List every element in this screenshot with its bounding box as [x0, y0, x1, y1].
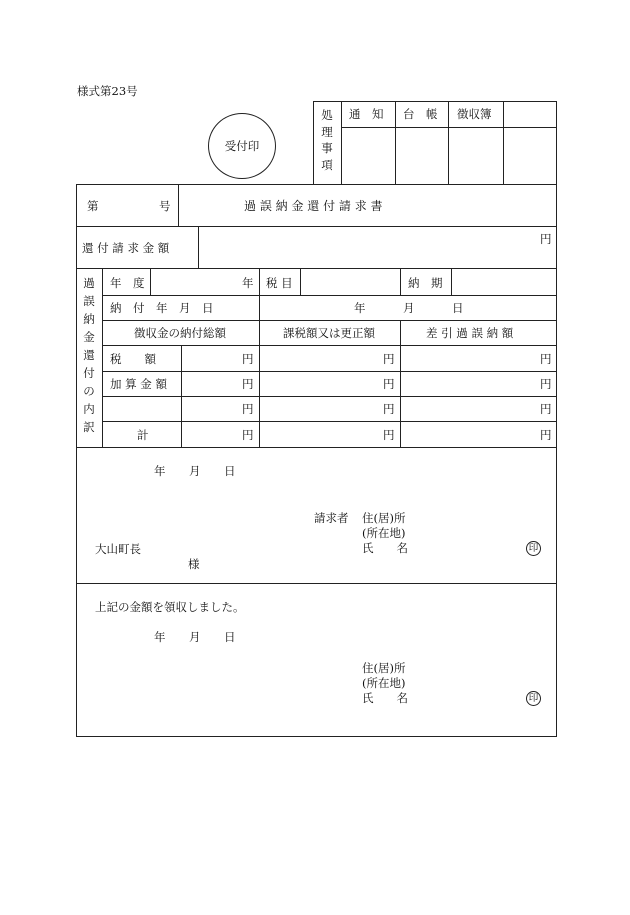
- payment-date-label: 納 付 年 月 日: [110, 301, 214, 315]
- payment-date-day: 日: [452, 301, 464, 315]
- header-assessed: 課税額又は更正額: [283, 326, 375, 340]
- header-overpaid: 差 引 過 誤 納 額: [426, 326, 514, 340]
- fiscal-year-label: 年 度: [110, 276, 145, 290]
- row-additional-cell-1: 円: [242, 377, 254, 391]
- request-date-year: 年: [154, 464, 166, 478]
- fiscal-year-unit: 年: [242, 276, 254, 290]
- request-date-month: 月: [189, 464, 201, 478]
- receipt-date-year: 年: [154, 630, 166, 644]
- row-blank-cell-2: 円: [383, 402, 395, 416]
- requester-address-label: 住(居)所: [362, 511, 406, 525]
- refund-amount-label: 還 付 請 求 金 額: [82, 241, 170, 255]
- honorific: 様: [188, 557, 200, 571]
- requester-name-label: 氏 名: [362, 541, 408, 555]
- number-suffix: 号: [159, 199, 171, 213]
- payment-date-year: 年: [354, 301, 366, 315]
- receipt-address-label: 住(居)所: [362, 661, 406, 675]
- processing-col-ledger: 台 帳: [403, 107, 438, 121]
- receipt-date-day: 日: [224, 630, 236, 644]
- row-tax-cell-3: 円: [540, 352, 552, 366]
- form-number: 様式第23号: [77, 84, 138, 98]
- header-total-paid: 徴収金の納付総額: [134, 326, 226, 340]
- breakdown-side-label: 過 誤 納 金 還 付 の 内 訳: [83, 276, 95, 434]
- row-blank-cell-3: 円: [540, 402, 552, 416]
- requester-seal-icon: 印: [526, 541, 541, 556]
- number-prefix: 第: [87, 199, 99, 213]
- receipt-statement: 上記の金額を領収しました。: [95, 600, 245, 614]
- payment-date-month: 月: [403, 301, 415, 315]
- row-additional-cell-3: 円: [540, 377, 552, 391]
- row-tax-label: 税 額: [110, 352, 156, 366]
- row-blank-cell-1: 円: [242, 402, 254, 416]
- due-period-label: 納 期: [408, 276, 443, 290]
- row-total-cell-2: 円: [383, 428, 395, 442]
- requester-location-label: (所在地): [362, 526, 406, 540]
- receipt-location-label: (所在地): [362, 676, 406, 690]
- requester-label: 請求者: [314, 511, 349, 525]
- row-total-label: 計: [137, 428, 149, 442]
- row-total-cell-1: 円: [242, 428, 254, 442]
- processing-header-label: 処 理 事 項: [321, 108, 333, 172]
- form-title: 過 誤 納 金 還 付 請 求 書: [244, 199, 383, 213]
- receipt-name-label: 氏 名: [362, 691, 408, 705]
- refund-amount-unit: 円: [540, 232, 552, 246]
- processing-col-notice: 通 知: [349, 107, 384, 121]
- tax-item-label: 税 目: [266, 276, 293, 290]
- addressee: 大山町長: [95, 542, 141, 556]
- row-additional-label: 加 算 金 額: [110, 377, 167, 391]
- processing-col-collection-book: 徴収簿: [457, 107, 492, 121]
- reception-stamp-label: 受付印: [224, 139, 260, 153]
- row-total-cell-3: 円: [540, 428, 552, 442]
- row-tax-cell-1: 円: [242, 352, 254, 366]
- receipt-seal-icon: 印: [526, 691, 541, 706]
- request-date-day: 日: [224, 464, 236, 478]
- row-tax-cell-2: 円: [383, 352, 395, 366]
- reception-stamp-circle: [208, 113, 276, 179]
- row-additional-cell-2: 円: [383, 377, 395, 391]
- receipt-date-month: 月: [189, 630, 201, 644]
